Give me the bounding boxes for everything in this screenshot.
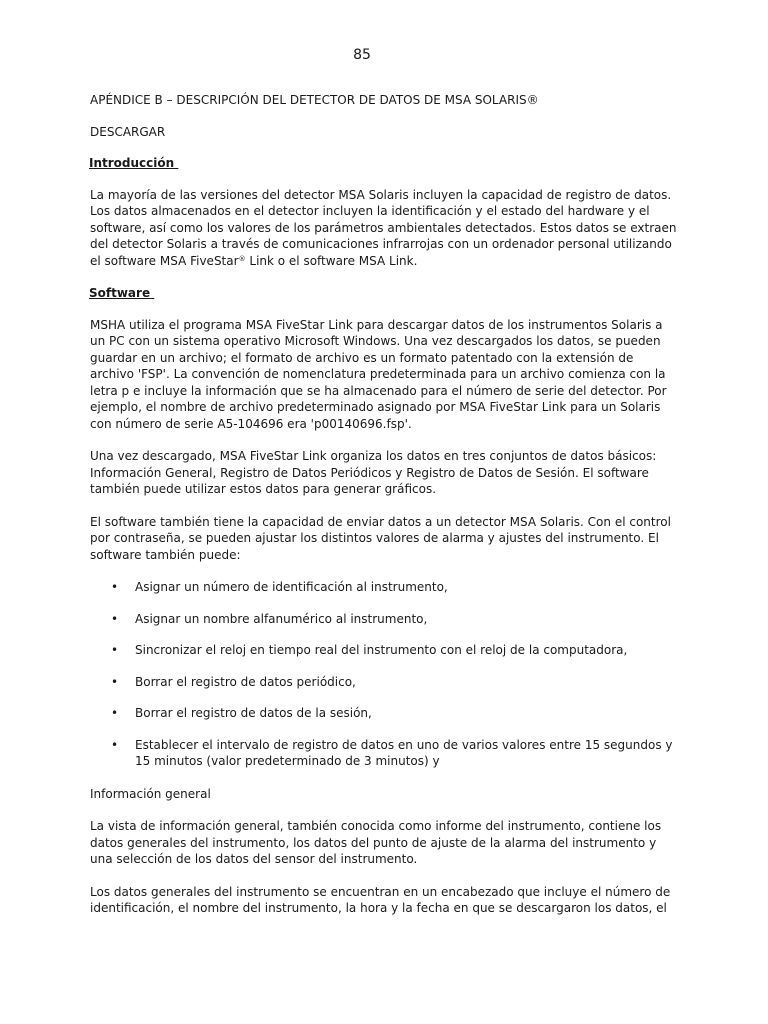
software-heading: Software	[89, 286, 155, 300]
list-item	[90, 705, 680, 722]
list-item-text: Borrar el registro de datos periódico,	[135, 674, 356, 689]
list-item	[90, 737, 680, 770]
bullet-icon: •	[111, 706, 119, 720]
list-item	[90, 674, 680, 691]
general-info-paragraph-2: Los datos generales del instrumento se encuentran en un encabezado que incluye el número de identificación, el nombre del instrumento, la hora y la fecha en que se descargaron los datos, el	[90, 884, 671, 915]
list-item	[90, 611, 680, 628]
bullet-icon: •	[111, 737, 119, 752]
list-item-text: Asignar un número de identificación al instrumento,	[135, 580, 448, 594]
capabilities-list	[90, 579, 680, 770]
bullet-icon: •	[111, 643, 119, 657]
list-item-text: Sincronizar el reloj en tiempo real del instrumento con el reloj de la computadora,	[135, 643, 628, 657]
appendix-title: APÉNDICE B – DESCRIPCIÓN DEL DETECTOR DE DATOS DE MSA SOLARIS®	[90, 93, 539, 107]
document-body	[90, 92, 680, 933]
software-paragraph-3: El software también tiene la capacidad de enviar datos a un detector MSA Solaris. Con el control por contraseña, se pueden ajustar los distintos valores de alarma y ajustes del instrumento. El software también puede:	[90, 514, 671, 562]
intro-paragraph	[90, 187, 680, 270]
intro-heading: Introducción	[89, 156, 179, 170]
list-item-text: Establecer el intervalo de registro de datos en uno de varios valores entre 15 segundos y 15 minutos (valor predeterminado de 3 minutos) y	[135, 737, 673, 768]
software-paragraph-2: Una vez descargado, MSA FiveStar Link organiza los datos en tres conjuntos de datos básicos: Información General, Registro de Datos Periódicos y Registro de Datos de Sesión. El software también puede utilizar estos datos para generar gráficos.	[90, 449, 657, 496]
bullet-icon: •	[111, 611, 119, 626]
software-paragraph-1: MSHA utiliza el programa MSA FiveStar Link para descargar datos de los instrumentos Solaris a un PC con un sistema operativo Microsoft Windows. Una vez descargados los datos, se pueden guardar en un archivo; el formato de archivo es un formato patentado con la extensión de archivo 'FSP'. La convención de nomenclatura predeterminada para un archivo comienza con la letra p e incluye la información que se ha almacenado para el número de serie del detector. Por ejemplo, el nombre de archivo predeterminado asignado por MSA FiveStar Link para un Solaris con número de serie A5-104696 era 'p00140696.fsp'.	[90, 317, 667, 431]
bullet-icon: •	[111, 674, 119, 689]
list-item	[90, 579, 680, 596]
list-item-text: Asignar un nombre alfanumérico al instrumento,	[135, 611, 428, 626]
intro-text-part1: La mayoría de las versiones del detector MSA Solaris incluyen la capacidad de registro de datos. Los datos almacenados en el detector incluyen la identificación y el estado del hardware y el software, así como los valores de los parámetros ambientales detectados. Estos datos se extraen del detector Solaris a través de comunicaciones infrarrojas con un ordenador personal utilizando el software MSA FiveStar	[90, 187, 677, 268]
general-info-heading: Información general	[90, 786, 211, 801]
registered-mark: ®	[238, 254, 246, 263]
general-info-paragraph-1: La vista de información general, también conocida como informe del instrumento, contiene los datos generales del instrumento, los datos del punto de ajuste de la alarma del instrumento y una selección de los datos del sensor del instrumento.	[90, 819, 662, 866]
list-item-text: Borrar el registro de datos de la sesión,	[135, 706, 372, 720]
page-number: 85	[353, 47, 371, 63]
list-item	[90, 642, 680, 659]
appendix-subtitle: DESCARGAR	[90, 124, 166, 139]
bullet-icon: •	[111, 580, 119, 594]
intro-text-part2: Link o el software MSA Link.	[245, 253, 418, 268]
